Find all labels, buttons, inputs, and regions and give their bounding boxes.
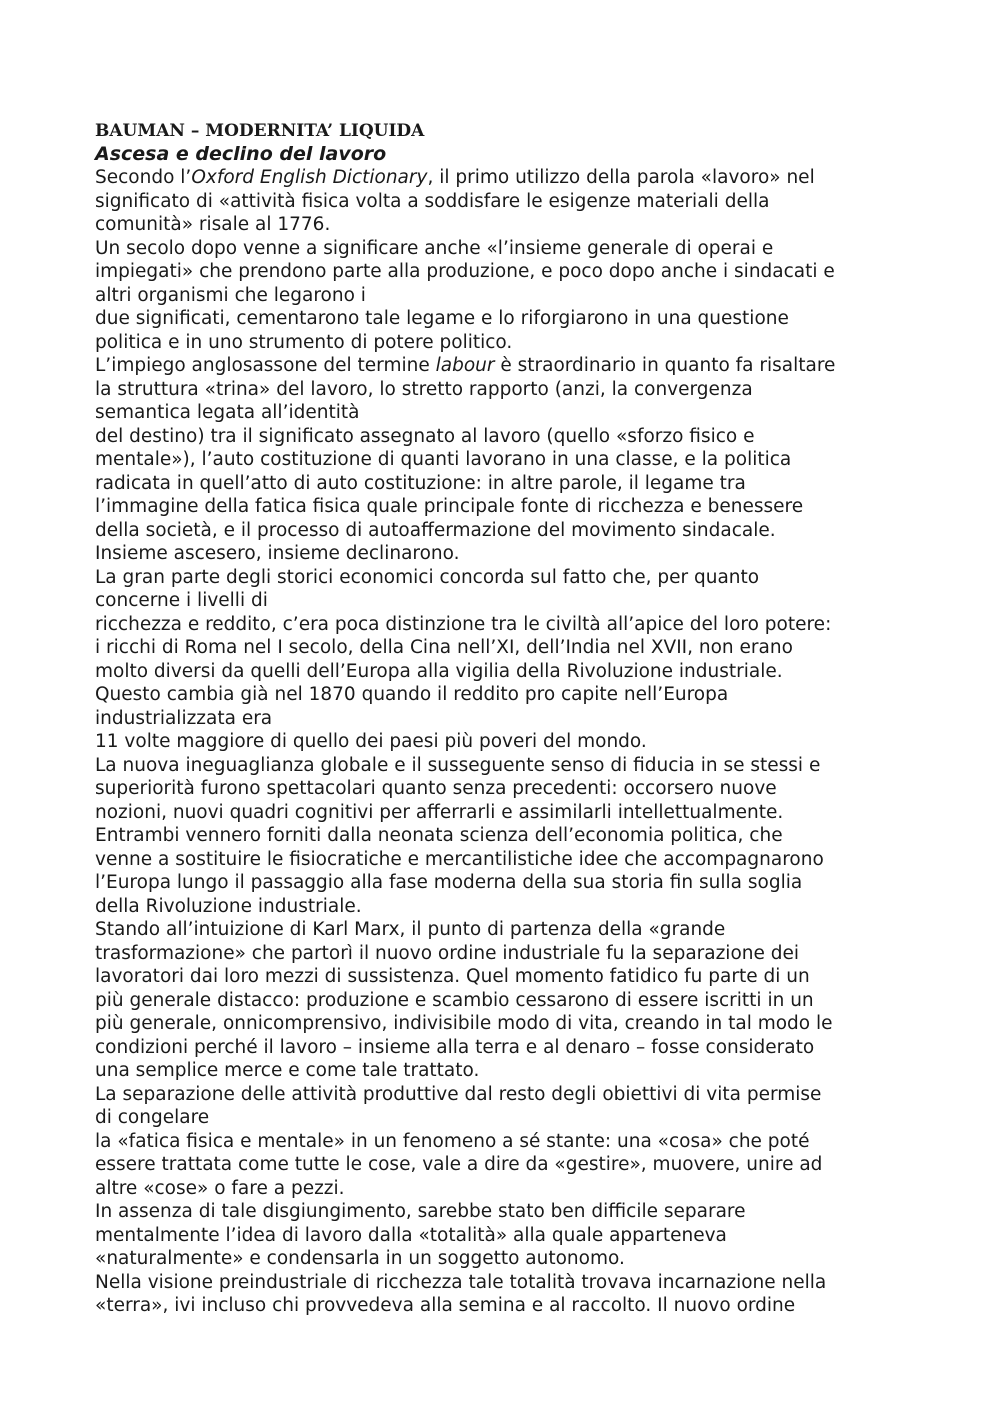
text-segment: una semplice merce e come tale trattato. — [95, 1060, 480, 1081]
text-segment: La gran parte degli storici economici concorda sul fatto che, per quanto — [95, 566, 760, 588]
text-line — [95, 542, 955, 566]
text-segment: la «fatica fisica e mentale» in un fenomeno a sé stante: una «cosa» che poté — [95, 1130, 810, 1152]
text-line — [95, 942, 955, 966]
text-line — [95, 1083, 955, 1107]
text-segment: concerne i livelli di — [95, 590, 268, 611]
text-segment: due significati, cementarono tale legame e lo riforgiarono in una questione — [95, 308, 789, 329]
text-segment: trasformazione» che partorì il nuovo ordine industriale fu la separazione dei — [95, 942, 800, 964]
text-line — [95, 1012, 955, 1036]
text-line — [95, 401, 955, 425]
document-page — [95, 120, 955, 1318]
text-segment: l’Europa lungo il passaggio alla fase moderna della sua storia fin sulla soglia — [95, 872, 803, 893]
text-line — [95, 989, 955, 1013]
text-line — [95, 1294, 955, 1318]
text-line — [95, 1200, 955, 1224]
text-segment: , il primo utilizzo della parola «lavoro» nel — [427, 167, 815, 188]
text-line — [95, 495, 955, 519]
text-line — [95, 613, 955, 637]
italic-text-segment: labour — [435, 355, 495, 376]
text-line — [95, 213, 955, 237]
text-segment: più generale distacco: produzione e scambio cessarono di essere iscritti in un — [95, 989, 814, 1011]
text-line — [95, 1106, 955, 1130]
text-segment: 11 volte maggiore di quello dei paesi più poveri del mondo. — [95, 731, 647, 752]
text-line — [95, 166, 955, 190]
text-line — [95, 260, 955, 284]
text-line — [95, 472, 955, 496]
text-segment: molto diversi da quelli dell’Europa alla vigilia della Rivoluzione industriale. — [95, 660, 783, 682]
italic-text-segment: Oxford English Dictionary — [191, 167, 428, 188]
text-segment: L’impiego anglosassone del termine — [95, 355, 436, 376]
text-segment: Stando all’intuizione di Karl Marx, il punto di partenza della «grande — [95, 919, 726, 940]
text-segment: l’immagine della fatica fisica quale principale fonte di ricchezza e benessere — [95, 496, 804, 517]
text-segment: Secondo l’ — [95, 167, 192, 188]
text-line — [95, 307, 955, 331]
text-line — [95, 519, 955, 543]
text-segment: mentalmente l’idea di lavoro dalla «totalità» alla quale apparteneva — [95, 1224, 727, 1246]
text-segment: della società, e il processo di autoaffermazione del movimento sindacale. — [95, 519, 776, 541]
text-line — [95, 331, 955, 355]
text-line — [95, 1059, 955, 1083]
text-line — [95, 848, 955, 872]
document-body — [95, 166, 955, 1318]
text-line — [95, 1271, 955, 1295]
text-line — [95, 754, 955, 778]
text-segment: mentale»), l’auto costituzione di quanti lavorano in una classe, e la politica — [95, 449, 792, 470]
text-segment: industrializzata era — [95, 707, 273, 729]
text-segment: del destino) tra il significato assegnato al lavoro (quello «sforzo fisico e — [95, 425, 755, 447]
text-segment: Un secolo dopo venne a significare anche «l’insieme generale di operai e — [95, 237, 774, 259]
text-segment: Questo cambia già nel 1870 quando il reddito pro capite nell’Europa — [95, 684, 729, 705]
text-segment: Entrambi vennero forniti dalla neonata scienza dell’economia politica, che — [95, 825, 783, 846]
text-segment: Insieme ascesero, insieme declinarono. — [95, 543, 460, 564]
text-segment: altre «cose» o fare a pezzi. — [95, 1177, 345, 1199]
text-segment: radicata in quell’atto di auto costituzione: in altre parole, il legame tra — [95, 472, 746, 494]
text-line — [95, 918, 955, 942]
text-segment: nozioni, nuovi quadri cognitivi per afferrarli e assimilarli intellettualmente. — [95, 801, 784, 823]
text-segment: venne a sostituire le fisiocratiche e mercantilistiche idee che accompagnarono — [95, 848, 824, 870]
text-line — [95, 354, 955, 378]
text-line — [95, 284, 955, 308]
text-line — [95, 1130, 955, 1154]
text-segment: della Rivoluzione industriale. — [95, 895, 362, 917]
text-line — [95, 683, 955, 707]
text-line — [95, 378, 955, 402]
text-segment: politica e in uno strumento di potere politico. — [95, 331, 513, 353]
text-segment: comunità» risale al 1776. — [95, 214, 331, 235]
text-line — [95, 965, 955, 989]
document-title: BAUMAN – MODERNITA’ LIQUIDA — [95, 121, 425, 141]
text-line — [95, 1247, 955, 1271]
text-segment: la struttura «trina» del lavoro, lo stretto rapporto (anzi, la convergenza — [95, 378, 753, 400]
text-line — [95, 1177, 955, 1201]
text-line — [95, 1224, 955, 1248]
text-segment: superiorità furono spettacolari quanto senza precedenti: occorsero nuove — [95, 778, 777, 799]
text-segment: impiegati» che prendono parte alla produzione, e poco dopo anche i sindacati e — [95, 261, 835, 282]
text-segment: La separazione delle attività produttive dal resto degli obiettivi di vita permise — [95, 1083, 822, 1105]
text-line — [95, 871, 955, 895]
text-segment: i ricchi di Roma nel I secolo, della Cina nell’XI, dell’India nel XVII, non erano — [95, 637, 793, 658]
text-line — [95, 448, 955, 472]
text-segment: di congelare — [95, 1107, 210, 1128]
text-line — [95, 707, 955, 731]
text-line — [95, 589, 955, 613]
text-line — [95, 1036, 955, 1060]
text-line — [95, 1153, 955, 1177]
text-line — [95, 730, 955, 754]
text-segment: Nella visione preindustriale di ricchezza tale totalità trovava incarnazione nella — [95, 1271, 827, 1293]
text-line — [95, 801, 955, 825]
text-segment: condizioni perché il lavoro – insieme alla terra e al denaro – fosse considerato — [95, 1036, 815, 1058]
text-line — [95, 636, 955, 660]
text-segment: altri organismi che legarono i — [95, 284, 366, 306]
text-line — [95, 777, 955, 801]
text-segment: più generale, onnicomprensivo, indivisibile modo di vita, creando in tal modo le — [95, 1013, 833, 1034]
text-line — [95, 190, 955, 214]
text-line — [95, 566, 955, 590]
text-segment: significato di «attività fisica volta a soddisfare le esigenze materiali della — [95, 190, 770, 212]
text-segment: «terra», ivi incluso chi provvedeva alla semina e al raccolto. Il nuovo ordine — [95, 1295, 796, 1316]
text-line — [95, 824, 955, 848]
text-segment: ricchezza e reddito, c’era poca distinzione tra le civiltà all’apice del loro potere: — [95, 613, 832, 635]
text-segment: lavoratori dai loro mezzi di sussistenza. Quel momento fatidico fu parte di un — [95, 966, 810, 987]
text-segment: essere trattata come tutte le cose, vale a dire da «gestire», muovere, unire ad — [95, 1154, 823, 1175]
text-segment: In assenza di tale disgiungimento, sarebbe stato ben difficile separare — [95, 1201, 746, 1222]
text-segment: semantica legata all’identità — [95, 402, 360, 423]
text-segment: «naturalmente» e condensarla in un soggetto autonomo. — [95, 1248, 625, 1269]
text-segment: è straordinario in quanto fa risaltare — [494, 355, 836, 376]
text-line — [95, 425, 955, 449]
text-segment: La nuova ineguaglianza globale e il susseguente senso di fiducia in se stessi e — [95, 754, 821, 776]
text-line — [95, 237, 955, 261]
document-subtitle: Ascesa e declino del lavoro — [95, 143, 387, 165]
text-line — [95, 660, 955, 684]
text-line — [95, 895, 955, 919]
